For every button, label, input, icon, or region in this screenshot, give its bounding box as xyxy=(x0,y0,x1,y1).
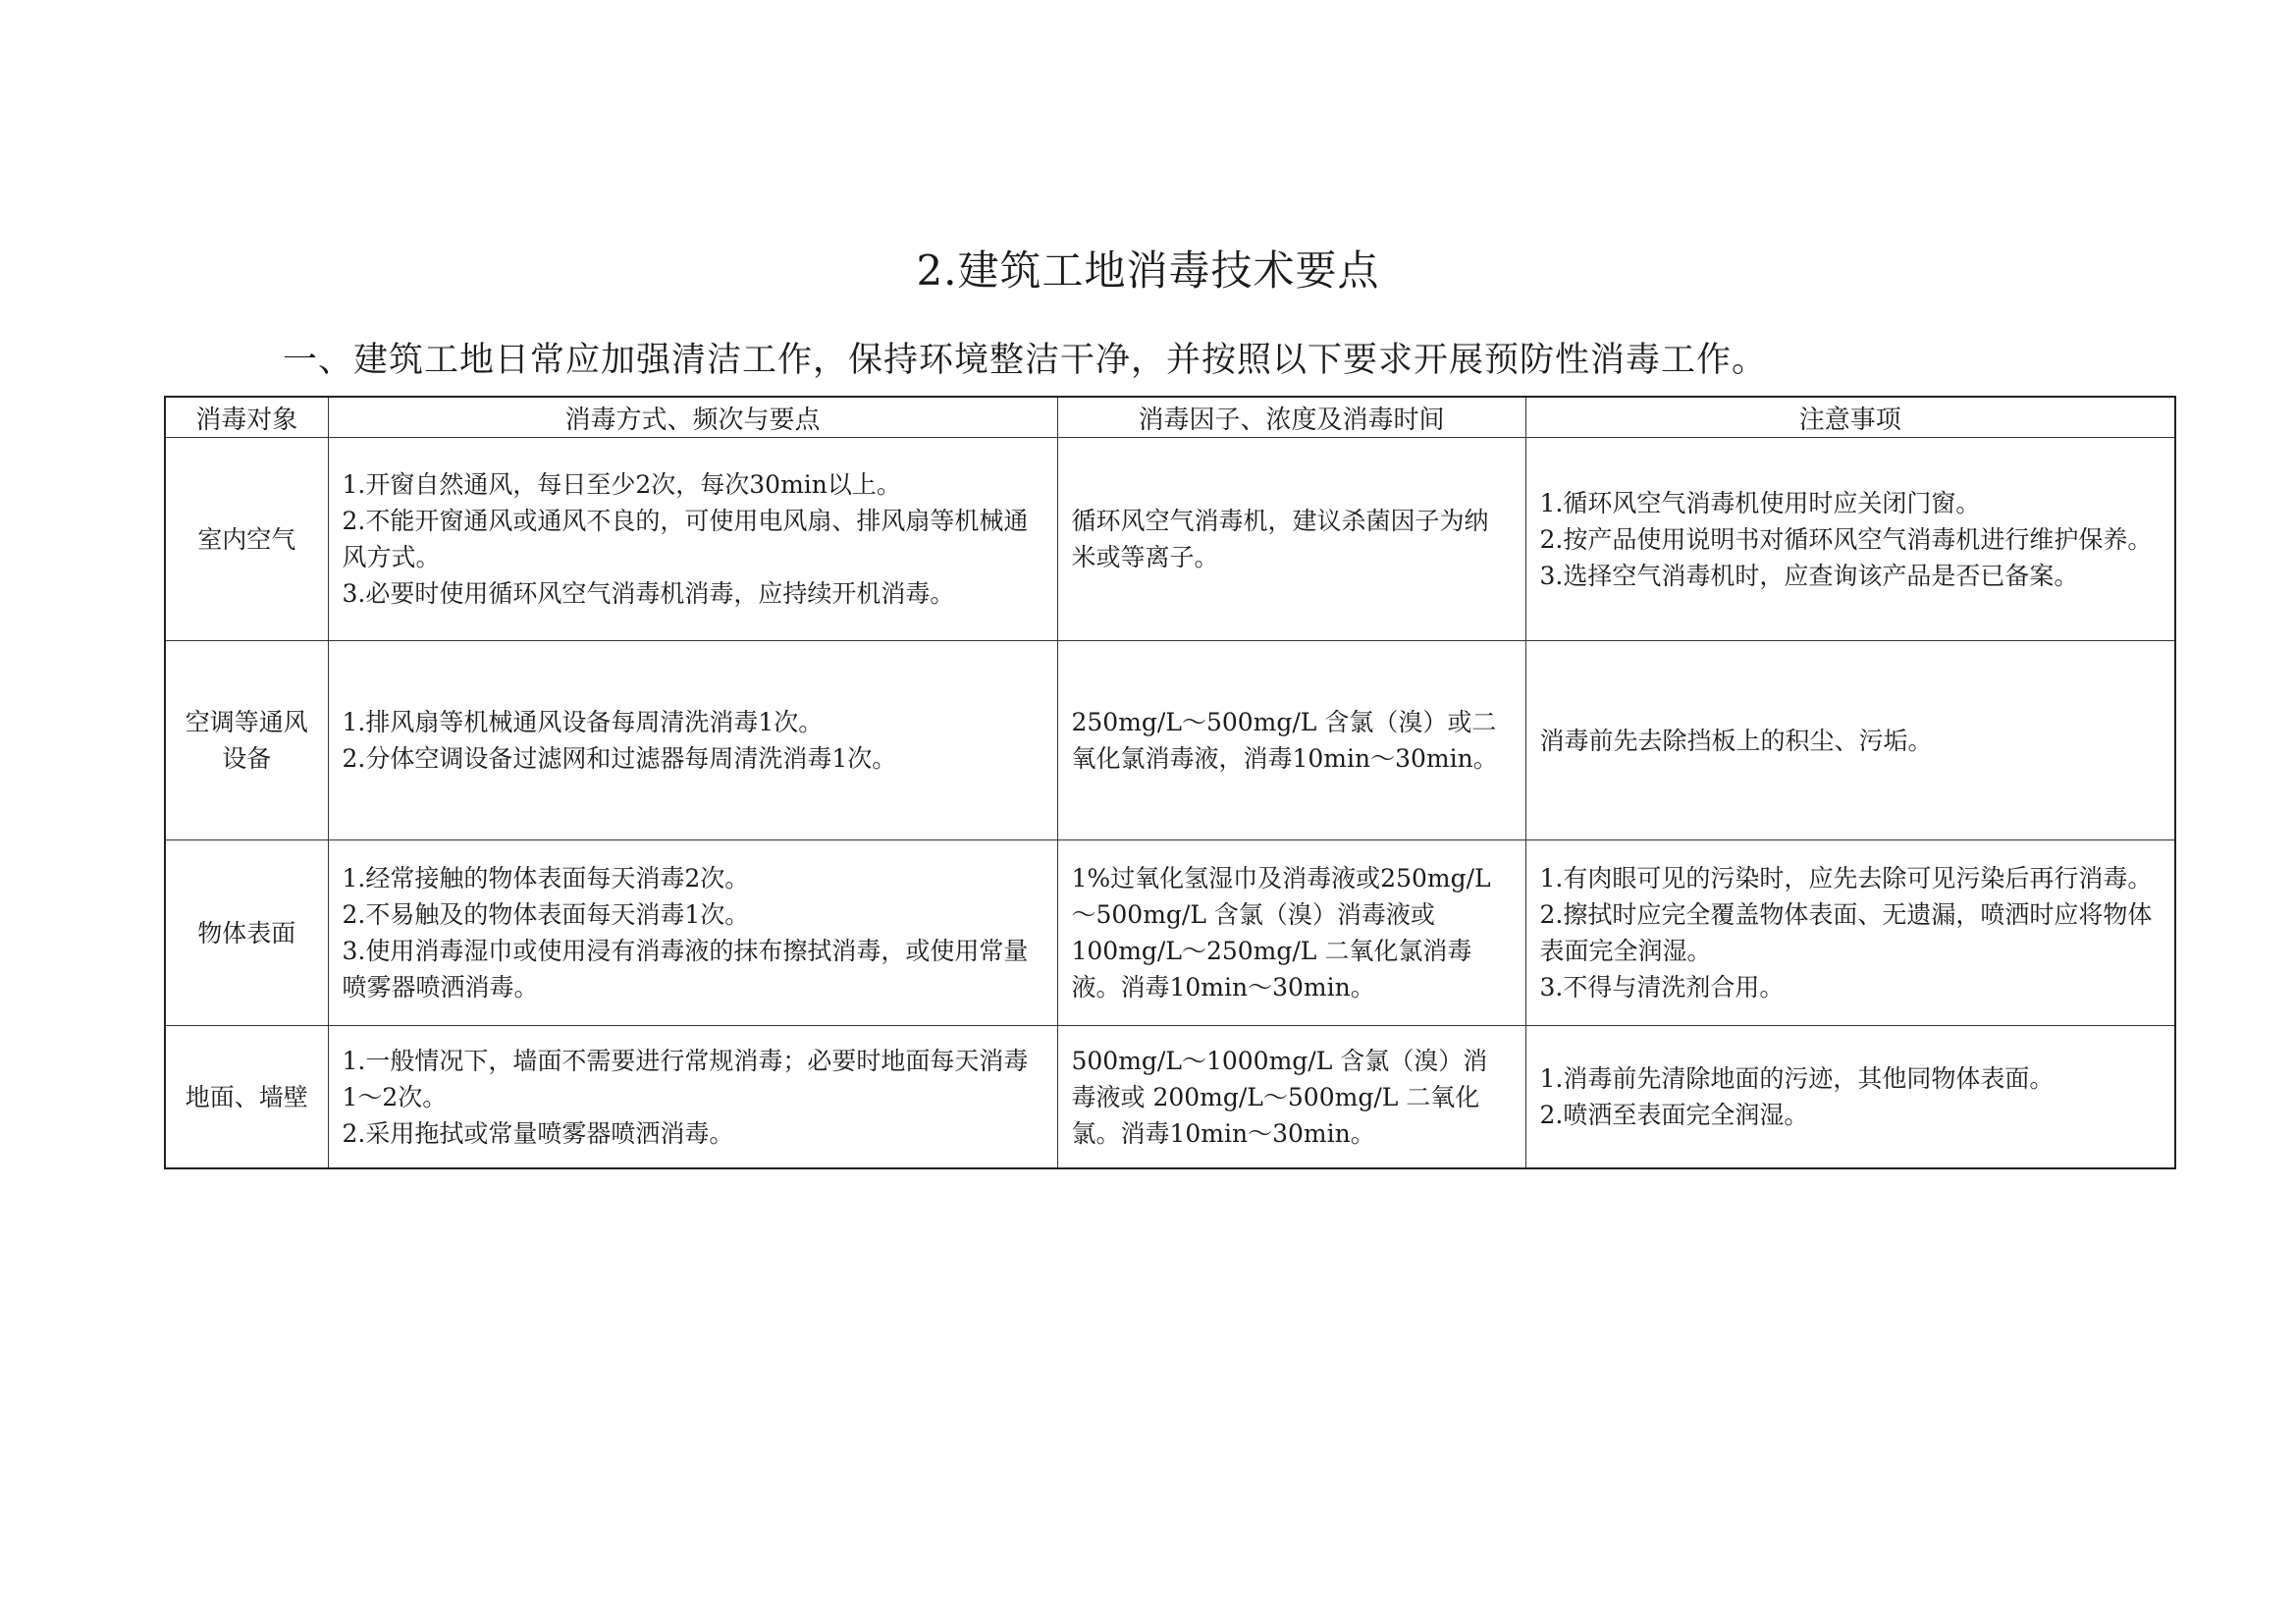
row-factor xyxy=(1057,840,1525,1026)
row-method xyxy=(328,1026,1057,1169)
row-notes xyxy=(1525,1026,2175,1169)
notes-line: 2.喷洒至表面完全润湿。 xyxy=(1539,1101,1809,1129)
header-method: 消毒方式、频次与要点 xyxy=(328,397,1057,438)
notes-line: 1.有肉眼可见的污染时，应先去除可见污染后再行消毒。 xyxy=(1539,864,2153,893)
method-line: 1.经常接触的物体表面每天消毒2次。 xyxy=(342,864,750,893)
row-method xyxy=(328,641,1057,840)
factor-line: 循环风空气消毒机，建议杀菌因子为纳米或等离子。 xyxy=(1071,507,1489,571)
page-title: 2.建筑工地消毒技术要点 xyxy=(916,246,1380,295)
factor-line: 500mg/L～1000mg/L 含氯（溴）消毒液或 200mg/L～500mg/L 二氧化氯。消毒10min～30min。 xyxy=(1071,1046,1488,1148)
method-line: 2.不易触及的物体表面每天消毒1次。 xyxy=(342,900,750,929)
table-header-row xyxy=(165,397,2175,438)
notes-line: 2.按产品使用说明书对循环风空气消毒机进行维护保养。 xyxy=(1539,524,2153,554)
method-line: 1.排风扇等机械通风设备每周清洗消毒1次。 xyxy=(342,708,824,736)
factor-line: 1%过氧化氢湿巾及消毒液或250mg/L～500mg/L 含氯（溴）消毒液或 100mg/L～250mg/L 二氧化氯消毒液。消毒10min～30min。 xyxy=(1071,864,1491,1001)
notes-line: 1.循环风空气消毒机使用时应关闭门窗。 xyxy=(1539,488,1981,517)
notes-line: 3.不得与清洗剂合用。 xyxy=(1539,973,1785,1001)
notes-line: 3.选择空气消毒机时，应查询该产品是否已备案。 xyxy=(1539,561,2079,590)
row-object: 地面、墙壁 xyxy=(165,1026,328,1169)
method-line: 2.分体空调设备过滤网和过滤器每周清洗消毒1次。 xyxy=(342,744,897,773)
row-factor xyxy=(1057,641,1525,840)
table-row xyxy=(165,1026,2175,1169)
row-method xyxy=(328,840,1057,1026)
header-object: 消毒对象 xyxy=(165,397,328,438)
row-notes xyxy=(1525,438,2175,641)
row-notes xyxy=(1525,641,2175,840)
notes-line: 消毒前先去除挡板上的积尘、污垢。 xyxy=(1539,726,1933,755)
row-factor xyxy=(1057,438,1525,641)
method-line: 1.一般情况下，墙面不需要进行常规消毒；必要时地面每天消毒1～2次。 xyxy=(342,1046,1029,1111)
row-object: 空调等通风设备 xyxy=(165,641,328,840)
method-line: 1.开窗自然通风，每日至少2次，每次30min以上。 xyxy=(342,470,901,499)
intro-paragraph: 一、建筑工地日常应加强清洁工作，保持环境整洁干净，并按照以下要求开展预防性消毒工作。 xyxy=(283,341,1768,380)
row-factor xyxy=(1057,1026,1525,1169)
notes-line: 2.擦拭时应完全覆盖物体表面、无遗漏，喷洒时应将物体表面完全润湿。 xyxy=(1539,900,2153,965)
row-object: 物体表面 xyxy=(165,840,328,1026)
row-method xyxy=(328,438,1057,641)
header-factor: 消毒因子、浓度及消毒时间 xyxy=(1057,397,1525,438)
method-line: 2.不能开窗通风或通风不良的，可使用电风扇、排风扇等机械通风方式。 xyxy=(342,507,1029,571)
notes-line: 1.消毒前先清除地面的污迹，其他同物体表面。 xyxy=(1539,1064,2055,1093)
factor-line: 250mg/L～500mg/L 含氯（溴）或二氧化氯消毒液，消毒10min～30min。 xyxy=(1071,708,1498,773)
table-row xyxy=(165,840,2175,1026)
disinfection-table xyxy=(164,396,2176,1169)
method-line: 3.必要时使用循环风空气消毒机消毒，应持续开机消毒。 xyxy=(342,579,955,608)
table-row xyxy=(165,438,2175,641)
row-notes xyxy=(1525,840,2175,1026)
header-notes: 注意事项 xyxy=(1525,397,2175,438)
table-row xyxy=(165,641,2175,840)
method-line: 3.使用消毒湿巾或使用浸有消毒液的抹布擦拭消毒，或使用常量喷雾器喷洒消毒。 xyxy=(342,937,1029,1001)
row-object: 室内空气 xyxy=(165,438,328,641)
method-line: 2.采用拖拭或常量喷雾器喷洒消毒。 xyxy=(342,1118,734,1148)
